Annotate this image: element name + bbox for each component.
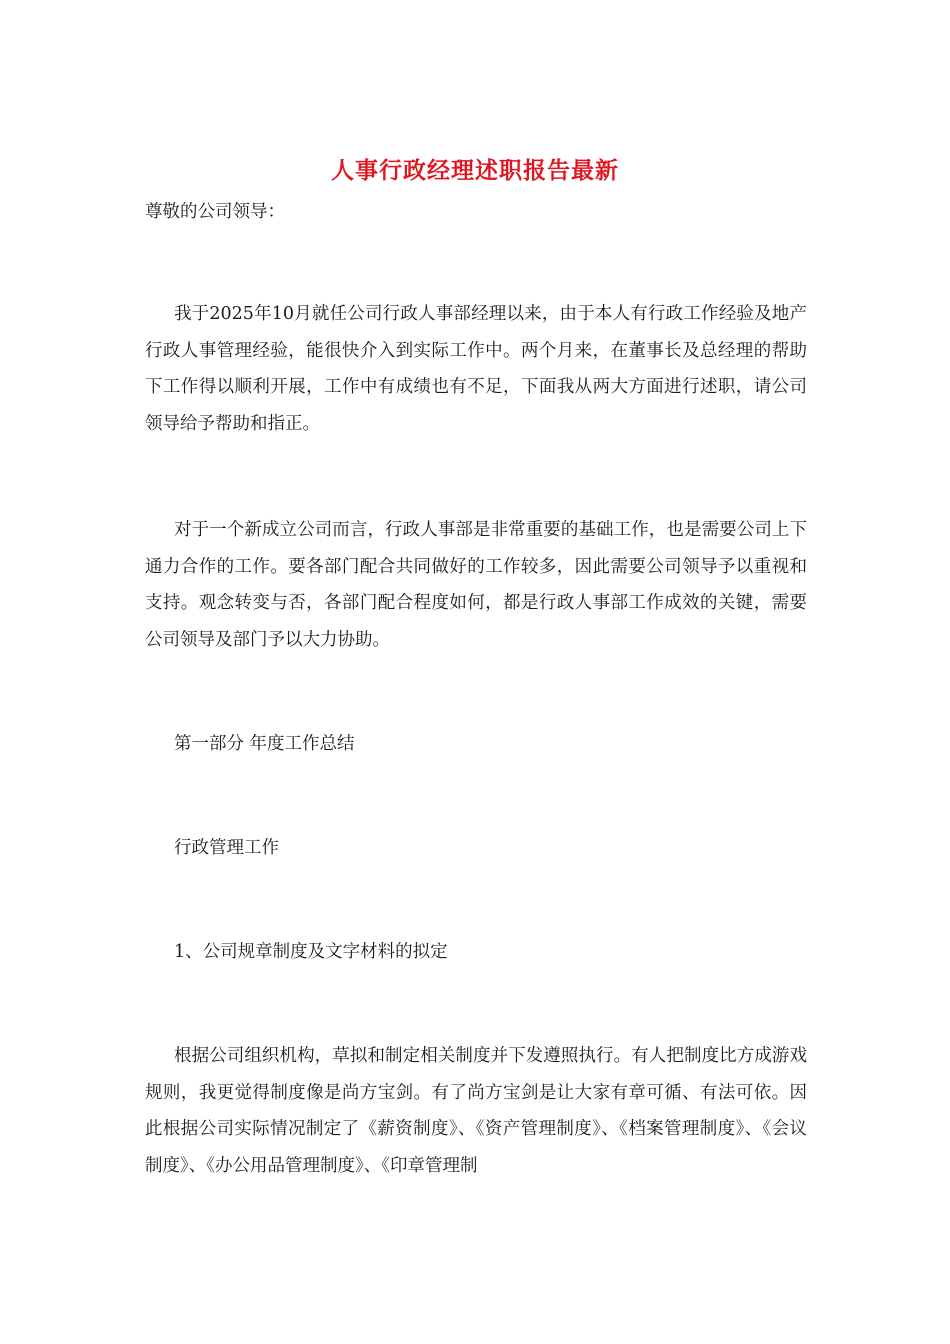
paragraph-regulations: 根据公司组织机构，草拟和制定相关制度并下发遵照执行。有人把制度比方成游戏规则，我更觉得制度像是尚方宝剑。有了尚方宝剑是让大家有章可循、有法可依。因此根据公司实际情况制定了《薪资制度》、《资产管理制度》、《档案管理制度》、《会议制度》、《办公用品管理制度》、《印章管理制	[145, 1046, 807, 1176]
section-heading-admin-work: 行政管理工作	[174, 838, 279, 858]
section-heading-part-one: 第一部分 年度工作总结	[174, 734, 355, 754]
section-heading-item-one: 1、公司规章制度及文字材料的拟定	[174, 942, 448, 962]
document-title: 人事行政经理述职报告最新	[331, 157, 619, 184]
salutation: 尊敬的公司领导：	[145, 202, 285, 222]
paragraph-intro: 我于2025年10月就任公司行政人事部经理以来，由于本人有行政工作经验及地产行政人事管理经验，能很快介入到实际工作中。两个月来，在董事长及总经理的帮助下工作得以顺利开展，工作中有成绩也有不足，下面我从两大方面进行述职，请公司领导给予帮助和指正。	[145, 304, 807, 434]
paragraph-importance: 对于一个新成立公司而言，行政人事部是非常重要的基础工作，也是需要公司上下通力合作的工作。要各部门配合共同做好的工作较多，因此需要公司领导予以重视和支持。观念转变与否，各部门配合程度如何，都是行政人事部工作成效的关键，需要公司领导及部门予以大力协助。	[145, 520, 807, 650]
